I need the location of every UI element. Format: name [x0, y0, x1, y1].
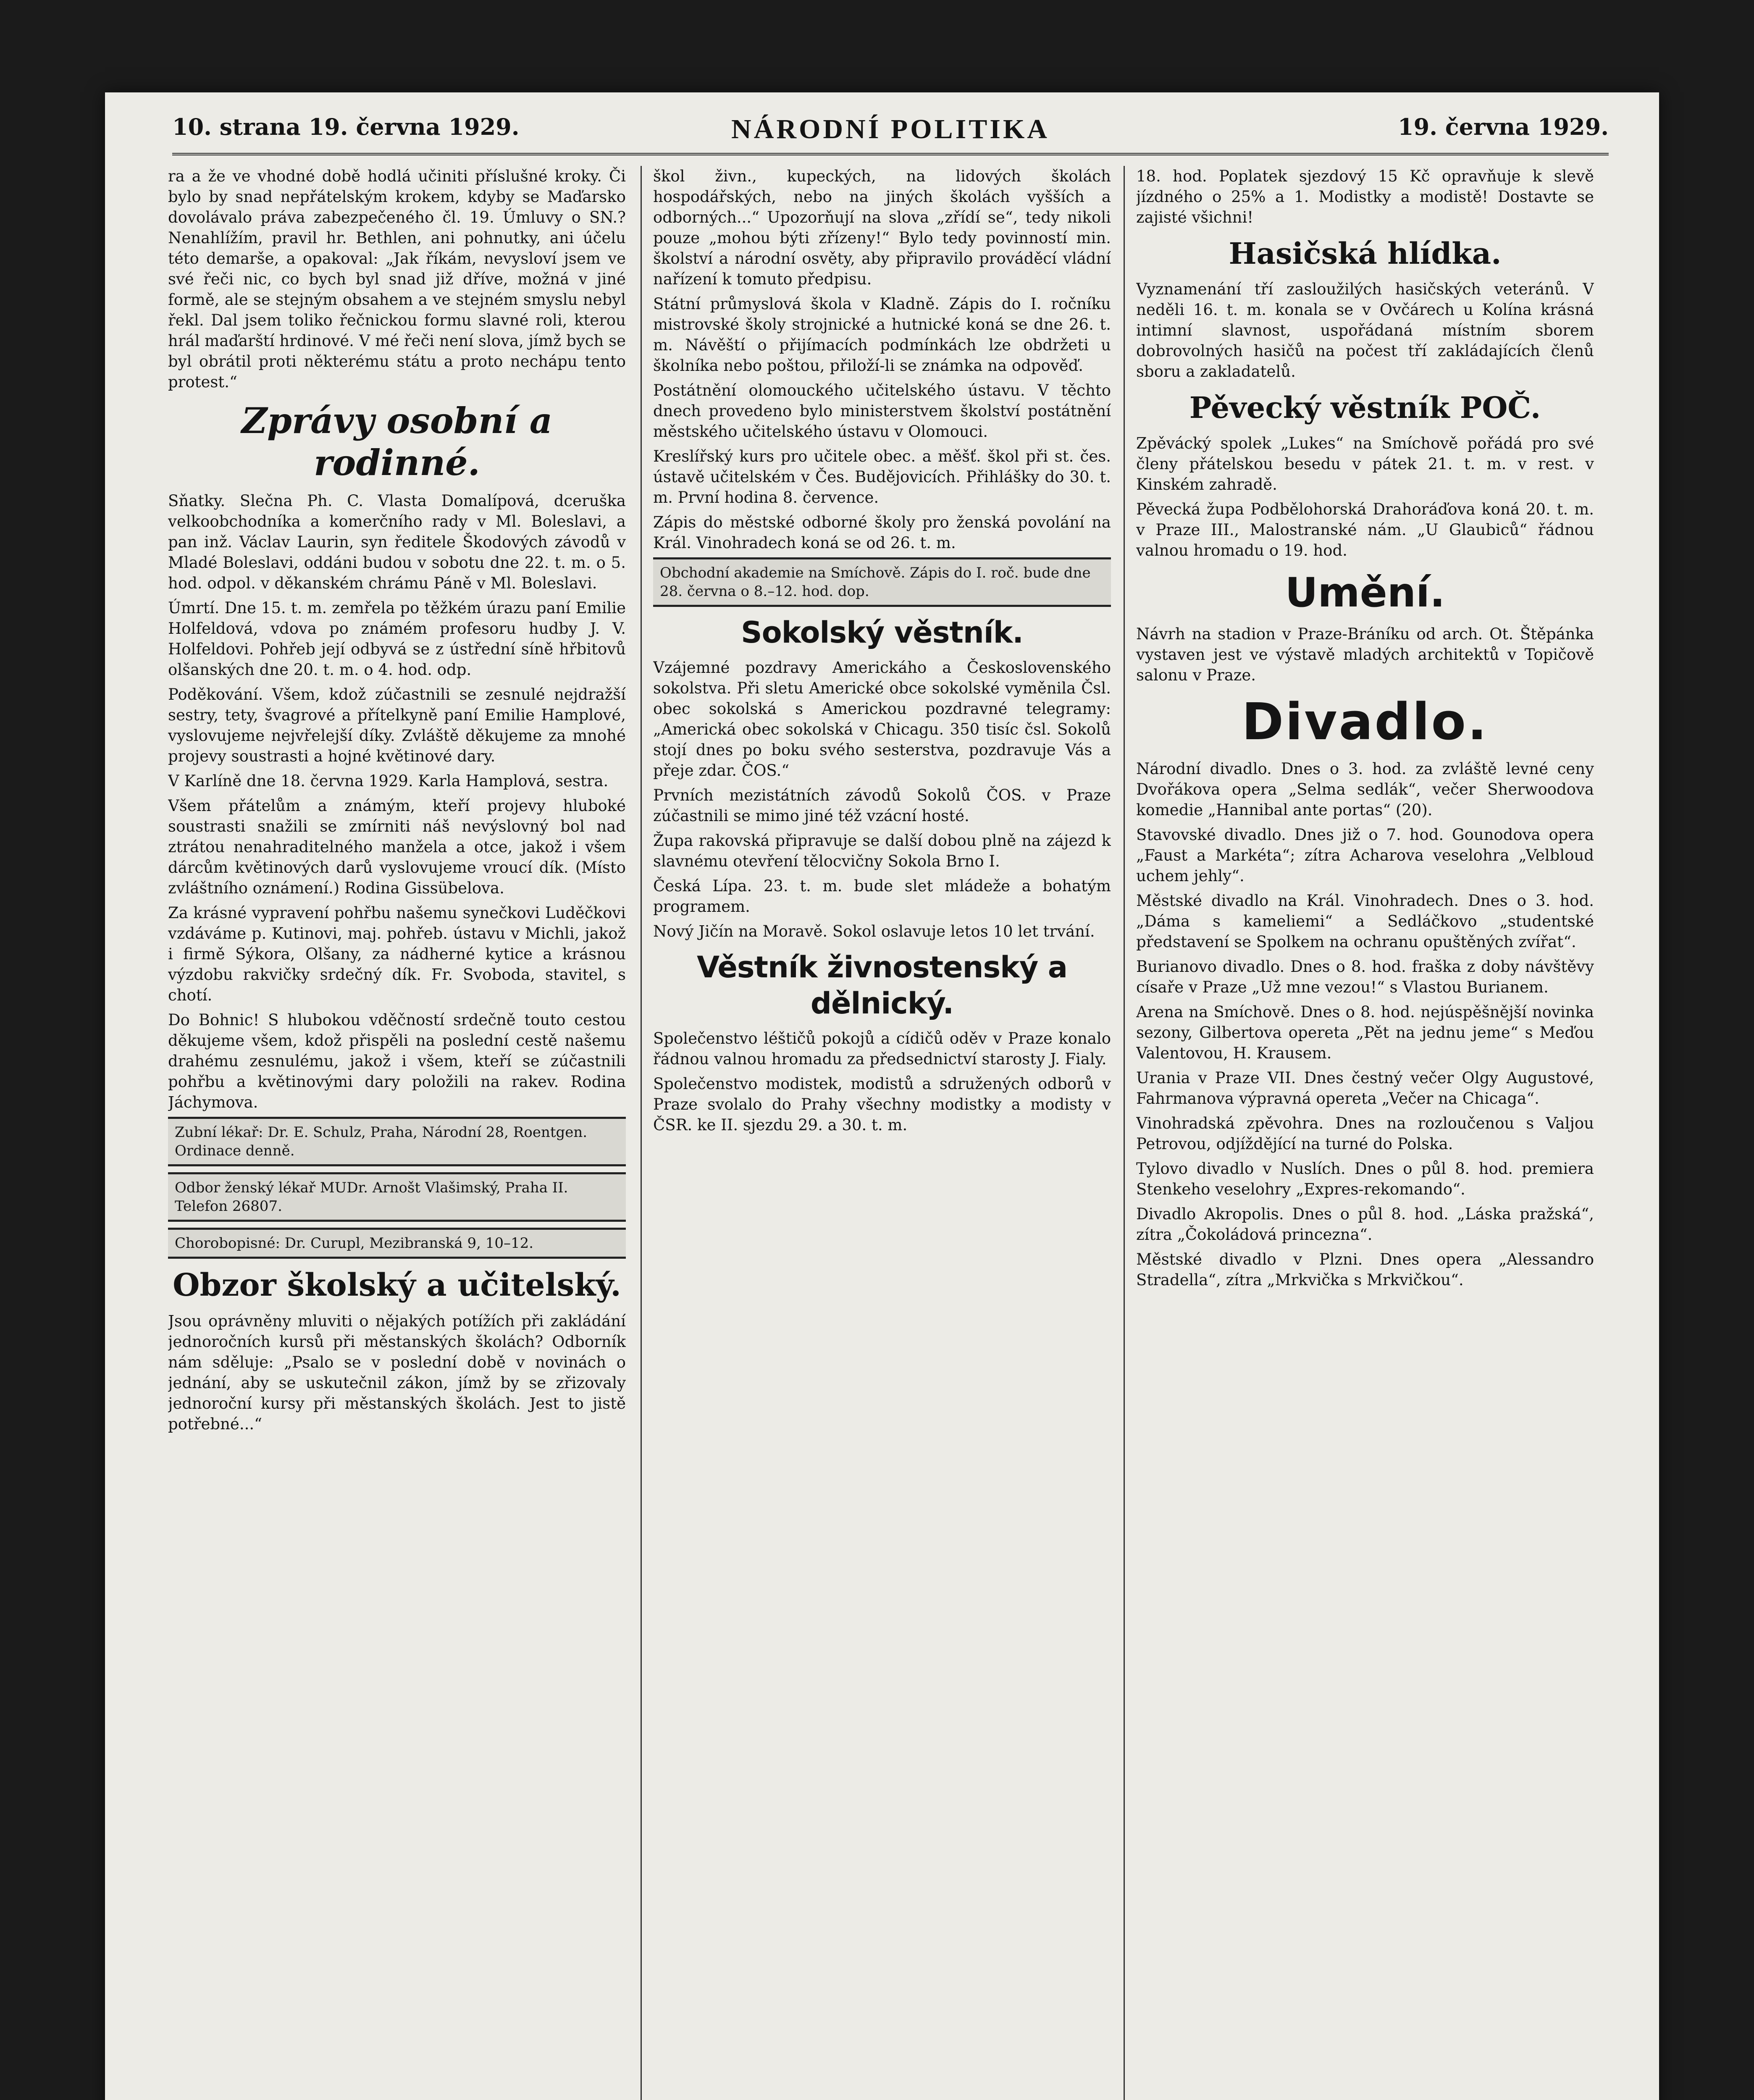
article-paragraph: Urania v Praze VII. Dnes čestný večer Olgy Augustové, Fahrmanova výpravná opereta „Večer na Chicaga“.: [1136, 1069, 1594, 1108]
article-paragraph: Župa rakovská připravuje se další dobou plně na zájezd k slavnému otevření tělocvičny Sokola Brno I.: [653, 832, 1111, 870]
article-paragraph: Poděkování. Všem, kdož zúčastnili se zesnulé nejdražší sestry, tety, švagrové a přítelkyně paní Emilie Hamplové, vyslovujeme nejvřelejší díky. Zvláště děkujeme za mnohé projevy soustrasti a hojné květinové dary.: [168, 685, 626, 765]
article-paragraph: Sňatky. Slečna Ph. C. Vlasta Domalípová, dceruška velkoobchodníka a komerčního rady v Ml. Boleslavi, a pan inž. Václav Laurin, syn ředitele Škodových závodů v Mladé Boleslavi, oddáni budou v sobotu dne 22. t. m. o 5. hod. odpol. v děkanském chrámu Páně v Ml. Boleslavi.: [168, 492, 626, 592]
masthead-rule: [172, 153, 1609, 155]
article-paragraph: Národní divadlo. Dnes o 3. hod. za zvláště levné ceny Dvořákova opera „Selma sedlák“, večer Sherwoodova komedie „Hannibal ante portas“ (20).: [1136, 760, 1594, 819]
newspaper-title: NÁRODNÍ POLITIKA: [731, 114, 1050, 144]
classified-ad: Odbor ženský lékař MUDr. Arnošt Vlašimský, Praha II. Telefon 26807.: [168, 1172, 626, 1222]
masthead: [172, 109, 1609, 160]
section-heading: Divadlo.: [1242, 693, 1489, 751]
article-paragraph: Divadlo Akropolis. Dnes o půl 8. hod. „Láska pražská“, zítra „Čokoládová princezna“.: [1136, 1205, 1594, 1244]
section-heading: Sokolský věstník.: [741, 615, 1023, 650]
page-number-date: 10. strana 19. června 1929.: [172, 113, 520, 140]
section-heading: Pěvecký věstník POČ.: [1189, 390, 1541, 425]
column-divider: [1124, 166, 1125, 2100]
article-paragraph: Postátnění olomouckého učitelského ústavu. V těchto dnech provedeno bylo ministerstvem školství postátnění městského učitelského ústavu v Olomouci.: [653, 381, 1111, 441]
article-paragraph: Společenstvo léštičů pokojů a cídičů oděv v Praze konalo řádnou valnou hromadu za předsednictví starosty J. Fialy.: [653, 1029, 1111, 1068]
article-paragraph: Do Bohnic! S hlubokou vděčností srdečně touto cestou děkujeme všem, kdož přispěli na poslední cestě našemu drahému zesnulému, jakož i všem, kteří se zúčastnili pohřbu a květinovými dary položili na rakev. Rodina Jáchymova.: [168, 1011, 626, 1111]
classified-ad: Chorobopisné: Dr. Curupl, Mezibranská 9, 10–12.: [168, 1228, 626, 1259]
section-heading: Zprávy osobní a rodinné.: [241, 400, 553, 483]
section-heading: Věstník živnostenský a dělnický.: [697, 950, 1067, 1021]
article-paragraph: Arena na Smíchově. Dnes o 8. hod. nejúspěšnější novinka sezony, Gilbertova opereta „Pět na jednu jeme“ s Meďou Valentovou, H. Krausem.: [1136, 1003, 1594, 1062]
section-heading: Hasičská hlídka.: [1229, 236, 1502, 271]
article-paragraph: Zpěvácký spolek „Lukes“ na Smíchově pořádá pro své členy přátelskou besedu v pátek 21. t. m. v rest. v Kinském zahradě.: [1136, 434, 1594, 494]
article-paragraph: Městské divadlo v Plzni. Dnes opera „Alessandro Stradella“, zítra „Mrkvička s Mrkvičkou“.: [1136, 1250, 1594, 1289]
section-heading: Umění.: [1285, 569, 1445, 616]
masthead-date: 19. června 1929.: [1398, 113, 1609, 140]
article-paragraph: ra a že ve vhodné době hodlá učiniti příslušné kroky. Či bylo by snad nepřátelským krokem, kdyby se Maďarsko dovolávalo práva zabezpečeného čl. 19. Úmluvy o SN.? Nenahlížím, pravil hr. Bethlen, ani pohnutky, ani účelu této demarše, a opakoval: „Jak říkám, nevysloví jsem ve své řeči nic, co bych byl snad již dříve, možná v jiné formě, ale se stejným obsahem a ve stejném smyslu nebyl řekl. Dal jsem toliko řečnickou formu slavné roli, kterou hrál maďarští hrdinové. V mé řeči není slova, jímž bych se byl obrátil proti některému státu a proto nechápu tento protest.“: [168, 167, 626, 391]
section-heading: Obzor školský a učitelský.: [173, 1267, 621, 1303]
article-paragraph: škol živn., kupeckých, na lidových školách hospodářských, nebo na jiných školách vyšších a odborných...“ Upozorňují na slova „zřídí se“, tedy nikoli pouze „mohou býti zřízeny!“ Bylo tedy povinností min. školství a národní osvěty, aby připravilo prováděcí vládní nařízení k tomuto předpisu.: [653, 167, 1111, 288]
article-paragraph: Prvních mezistátních závodů Sokolů ČOS. v Praze zúčastnili se mimo jiné též vzácní hosté.: [653, 786, 1111, 825]
classified-ad: Obchodní akademie na Smíchově. Zápis do I. roč. bude dne 28. června o 8.–12. hod. dop.: [653, 557, 1111, 607]
article-paragraph: Společenstvo modistek, modistů a sdružených odborů v Praze svolalo do Prahy všechny modistky a modisty v ČSR. ke II. sjezdu 29. a 30. t. m.: [653, 1075, 1111, 1134]
article-paragraph: Česká Lípa. 23. t. m. bude slet mládeže a bohatým programem.: [653, 877, 1111, 916]
article-paragraph: Vinohradská zpěvohra. Dnes na rozloučenou s Valjou Petrovou, odjíždějící na turné do Polska.: [1136, 1114, 1594, 1153]
article-paragraph: Návrh na stadion v Praze-Bráníku od arch. Ot. Štěpánka vystaven jest ve výstavě mladých architektů v Topičově salonu v Praze.: [1136, 625, 1594, 684]
article-paragraph: Pěvecká župa Podbělohorská Drahoráďova koná 20. t. m. v Praze III., Malostranské nám. „U Glaubiců“ řádnou valnou hromadu o 19. hod.: [1136, 500, 1594, 559]
article-paragraph: Nový Jičín na Moravě. Sokol oslavuje letos 10 let trvání.: [653, 922, 1095, 940]
article-paragraph: Úmrtí. Dne 15. t. m. zemřela po těžkém úrazu paní Emilie Holfeldová, vdova po známém profesoru hudby J. V. Holfeldovi. Pohřeb její odbyvá se z ústřední síně hřbitovů olšanských dne 20. t. m. o 4. hod. odp.: [168, 599, 626, 679]
article-paragraph: Tylovo divadlo v Nuslích. Dnes o půl 8. hod. premiera Stenkeho veselohry „Expres-rekomando“.: [1136, 1160, 1594, 1198]
article-paragraph: Vzájemné pozdravy Americkáho a Československého sokolstva. Při sletu Americké obce sokolské vyměnila Čsl. obec sokolská s Americkou pozdravné telegramy: „Americká obec sokolská v Chicagu. 350 tisíc čsl. Sokolů stojí dnes po boku svého sesterstva, pozdravuje Vás a přeje zdar. ČOS.“: [653, 659, 1111, 780]
newspaper-page: [105, 92, 1659, 2100]
classified-ad: Zubní lékař: Dr. E. Schulz, Praha, Národní 28, Roentgen. Ordinace denně.: [168, 1117, 626, 1166]
article-paragraph: Za krásné vypravení pohřbu našemu synečkovi Luděčkovi vzdáváme p. Kutinovi, maj. pohřeb. ústavu v Michli, jakož i firmě Sýkora, Olšany, za nádherné kytice a krásnou výzdobu rakvičky srdečný dík. Fr. Svoboda, stavitel, s chotí.: [168, 904, 626, 1004]
column-3: [1136, 166, 1594, 2100]
article-paragraph: Zápis do městské odborné školy pro ženská povolání na Král. Vinohradech koná se od 26. t. m.: [653, 513, 1111, 552]
article-paragraph: 18. hod. Poplatek sjezdový 15 Kč opravňuje k slevě jízdného o 25% a 1. Modistky a modistě! Dostavte se zajisté všichni!: [1136, 167, 1594, 226]
article-paragraph: V Karlíně dne 18. června 1929. Karla Hamplová, sestra.: [168, 772, 609, 790]
column-2: [653, 166, 1111, 2100]
article-paragraph: Jsou oprávněny mluviti o nějakých potížích při zakládání jednoročních kursů při městanských školách? Odborník nám sděluje: „Psalo se v poslední době v novinách o jednání, aby se uskutečnil zákon, jímž by se zřizovaly jednoroční kursy při městanských školách. Jest to jistě potřebné...“: [168, 1312, 626, 1433]
article-paragraph: Státní průmyslová škola v Kladně. Zápis do I. ročníku mistrovské školy strojnické a hutnické koná se dne 26. t. m. Návěští o přijímacích podmínkách lze obdržeti u školníka nebo poštou, přiloží-li se známka na odpověď.: [653, 295, 1111, 375]
article-paragraph: Stavovské divadlo. Dnes již o 7. hod. Gounodova opera „Faust a Markéta“; zítra Acharova veselohra „Velbloud uchem jehly“.: [1136, 826, 1594, 885]
article-paragraph: Městské divadlo na Král. Vinohradech. Dnes o 3. hod. „Dáma s kameliemi“ a Sedláčkovo „studentské představení se Spolkem na ochranu opuštěných zvířat“.: [1136, 892, 1594, 951]
article-paragraph: Všem přátelům a známým, kteří projevy hluboké soustrasti snažili se zmírniti náš nevýslovný bol nad ztrátou nenahraditelného manžela a otce, jakož i všem dárcům květinových darů vyslovujeme vroucí dík. (Místo zvláštního oznámení.) Rodina Gissübelova.: [168, 797, 626, 897]
column-divider: [641, 166, 642, 2100]
article-paragraph: Vyznamenání tří zasloužilých hasičských veteránů. V neděli 16. t. m. konala se v Ovčárech u Kolína krásná intimní slavnost, uspořádaná místním sborem dobrovolných hasičů na počest tří zakládajících členů sboru a zakladatelů.: [1136, 280, 1594, 381]
column-1: [168, 166, 626, 2100]
article-paragraph: Kreslířský kurs pro učitele obec. a měšť. škol při st. čes. ústavě učitelském v Čes. Budějovicích. Přihlášky do 30. t. m. První hodina 8. července.: [653, 447, 1111, 507]
article-paragraph: Burianovo divadlo. Dnes o 8. hod. fraška z doby návštěvy císaře v Praze „Už mne vezou!“ s Vlastou Burianem.: [1136, 958, 1594, 996]
